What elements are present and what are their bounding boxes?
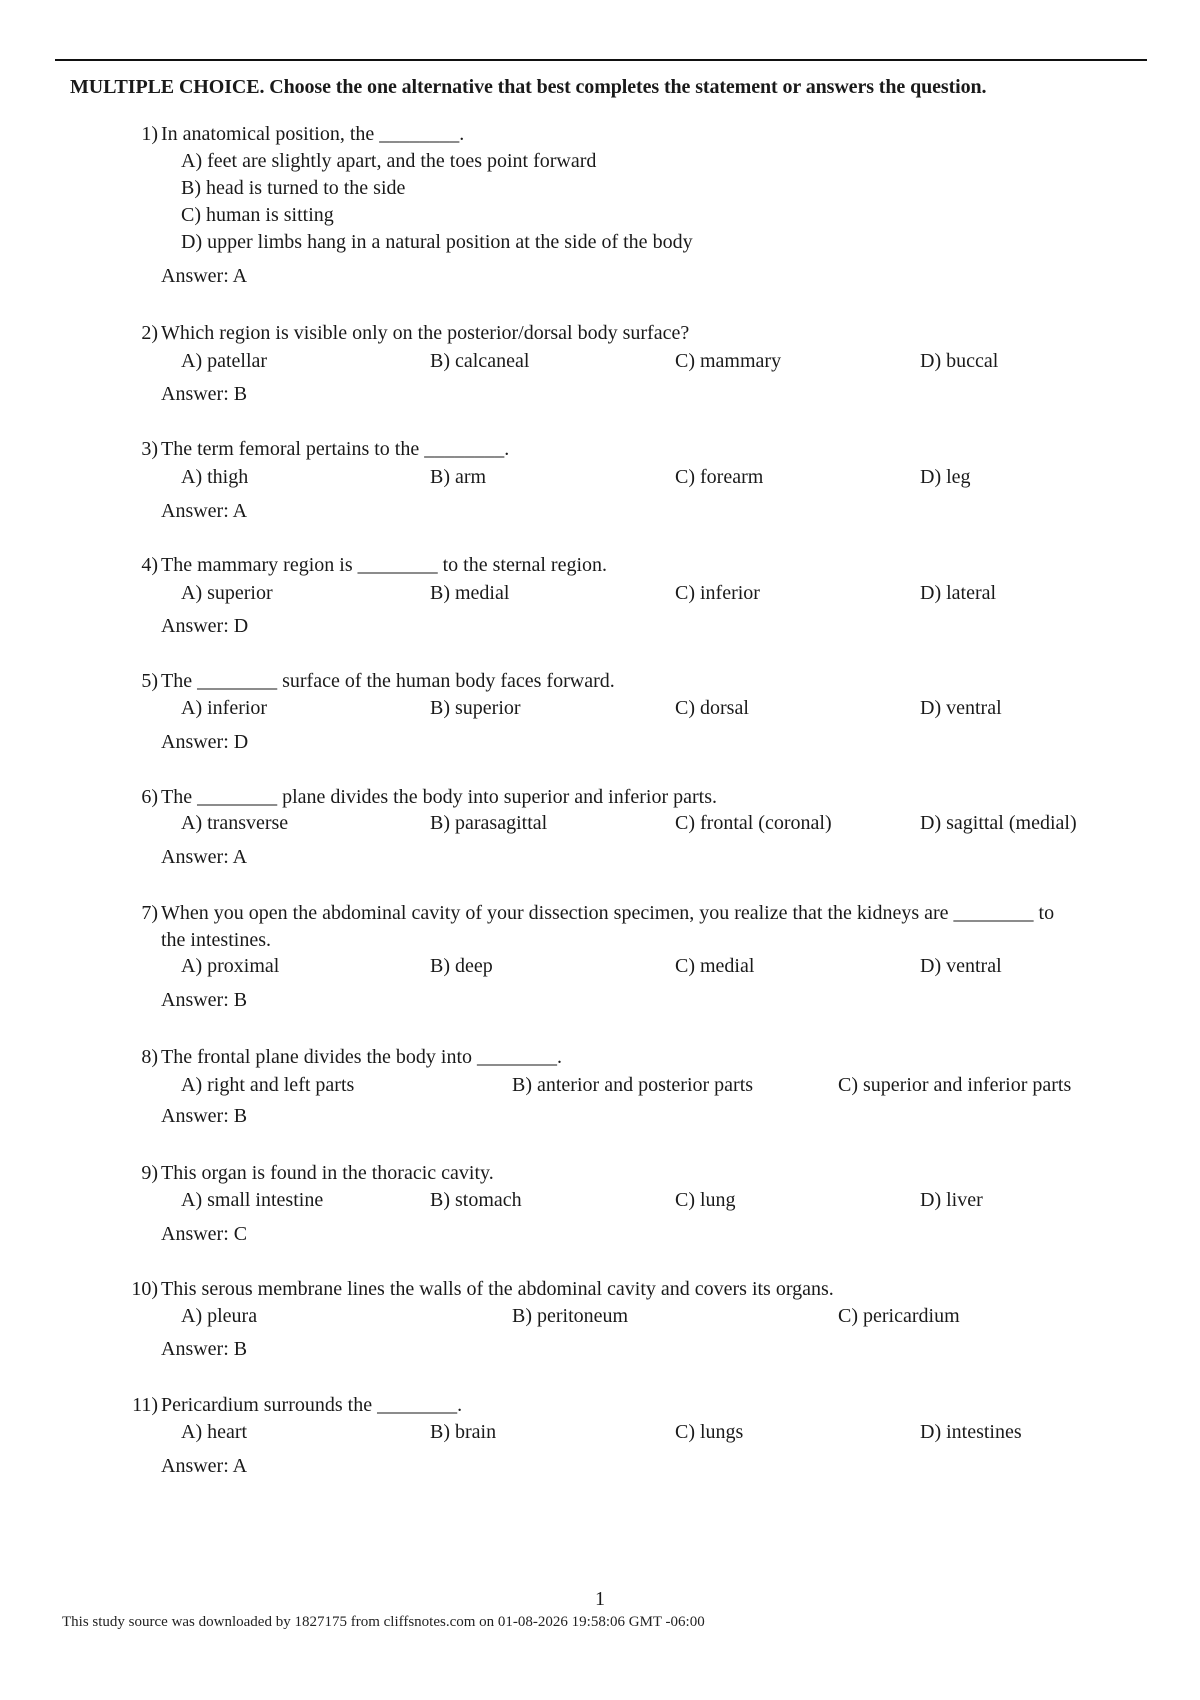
question-number: 3) xyxy=(141,438,158,460)
option-d: D) intestines xyxy=(920,1421,1022,1443)
option-b: B) peritoneum xyxy=(512,1305,629,1327)
question-number: 9) xyxy=(141,1162,158,1184)
question-number: 4) xyxy=(141,554,158,576)
option-b: B) arm xyxy=(430,466,487,488)
question-text: The ________ surface of the human body faces forward. xyxy=(161,670,615,692)
option-b: B) brain xyxy=(430,1421,497,1443)
option-b: B) superior xyxy=(430,697,521,719)
option-c: C) frontal (coronal) xyxy=(675,812,832,834)
question-text: In anatomical position, the ________. xyxy=(161,123,465,145)
option-c: C) superior and inferior parts xyxy=(838,1074,1072,1096)
question-number: 7) xyxy=(141,902,158,924)
option-c: C) mammary xyxy=(675,350,782,372)
question-number: 1) xyxy=(141,123,158,145)
option-d: D) ventral xyxy=(920,955,1002,977)
option-d: D) liver xyxy=(920,1189,983,1211)
option-c: C) human is sitting xyxy=(181,204,334,226)
question-number: 2) xyxy=(141,322,158,344)
question-text-continued: the intestines. xyxy=(161,929,271,951)
answer: Answer: B xyxy=(161,383,248,405)
option-a: A) feet are slightly apart, and the toes point forward xyxy=(181,150,597,172)
option-a: A) pleura xyxy=(181,1305,258,1327)
question-text: The mammary region is ________ to the sternal region. xyxy=(161,554,608,576)
answer: Answer: D xyxy=(161,731,249,753)
option-a: A) heart xyxy=(181,1421,248,1443)
question-number: 10) xyxy=(131,1278,158,1300)
option-c: C) inferior xyxy=(675,582,760,604)
answer: Answer: A xyxy=(161,1455,248,1477)
answer: Answer: C xyxy=(161,1223,248,1245)
question-text: The ________ plane divides the body into superior and inferior parts. xyxy=(161,786,717,808)
option-d: D) buccal xyxy=(920,350,999,372)
question-text: This organ is found in the thoracic cavity. xyxy=(161,1162,494,1184)
question-number: 6) xyxy=(141,786,158,808)
option-d: D) ventral xyxy=(920,697,1002,719)
option-c: C) dorsal xyxy=(675,697,749,719)
option-a: A) patellar xyxy=(181,350,268,372)
option-b: B) head is turned to the side xyxy=(181,177,406,199)
question-text: The term femoral pertains to the ________. xyxy=(161,438,510,460)
answer: Answer: A xyxy=(161,500,248,522)
option-d: D) leg xyxy=(920,466,971,488)
download-footer: This study source was downloaded by 1827175 from cliffsnotes.com on 01-08-2026 19:58:06 GMT -06:00 xyxy=(62,1614,705,1630)
option-b: B) medial xyxy=(430,582,510,604)
question-number: 11) xyxy=(132,1394,158,1416)
option-a: A) superior xyxy=(181,582,273,604)
option-a: A) proximal xyxy=(181,955,280,977)
answer: Answer: A xyxy=(161,846,248,868)
option-b: B) deep xyxy=(430,955,493,977)
answer: Answer: B xyxy=(161,989,248,1011)
option-c: C) forearm xyxy=(675,466,764,488)
option-a: A) thigh xyxy=(181,466,249,488)
answer: Answer: B xyxy=(161,1105,248,1127)
answer: Answer: D xyxy=(161,615,249,637)
option-a: A) transverse xyxy=(181,812,289,834)
option-a: A) right and left parts xyxy=(181,1074,355,1096)
question-number: 8) xyxy=(141,1046,158,1068)
option-d: D) lateral xyxy=(920,582,997,604)
option-b: B) parasagittal xyxy=(430,812,548,834)
option-b: B) anterior and posterior parts xyxy=(512,1074,754,1096)
option-c: C) lung xyxy=(675,1189,736,1211)
option-c: C) lungs xyxy=(675,1421,744,1443)
question-text: Which region is visible only on the posterior/dorsal body surface? xyxy=(161,322,690,344)
question-text: When you open the abdominal cavity of your dissection specimen, you realize that the kidneys are ________ to xyxy=(161,902,1055,924)
option-b: B) stomach xyxy=(430,1189,522,1211)
option-d: D) upper limbs hang in a natural position at the side of the body xyxy=(181,231,693,253)
option-d: D) sagittal (medial) xyxy=(920,812,1077,834)
option-a: A) small intestine xyxy=(181,1189,324,1211)
answer: Answer: A xyxy=(161,265,248,287)
page-number: 1 xyxy=(595,1588,605,1610)
top-rule xyxy=(55,59,1147,61)
option-b: B) calcaneal xyxy=(430,350,530,372)
option-c: C) medial xyxy=(675,955,755,977)
question-number: 5) xyxy=(141,670,158,692)
question-text: This serous membrane lines the walls of the abdominal cavity and covers its organs. xyxy=(161,1278,834,1300)
option-c: C) pericardium xyxy=(838,1305,960,1327)
section-header: MULTIPLE CHOICE. Choose the one alternative that best completes the statement or answers the question. xyxy=(70,76,987,98)
answer: Answer: B xyxy=(161,1338,248,1360)
option-a: A) inferior xyxy=(181,697,268,719)
question-text: The frontal plane divides the body into ________. xyxy=(161,1046,563,1068)
question-text: Pericardium surrounds the ________. xyxy=(161,1394,463,1416)
